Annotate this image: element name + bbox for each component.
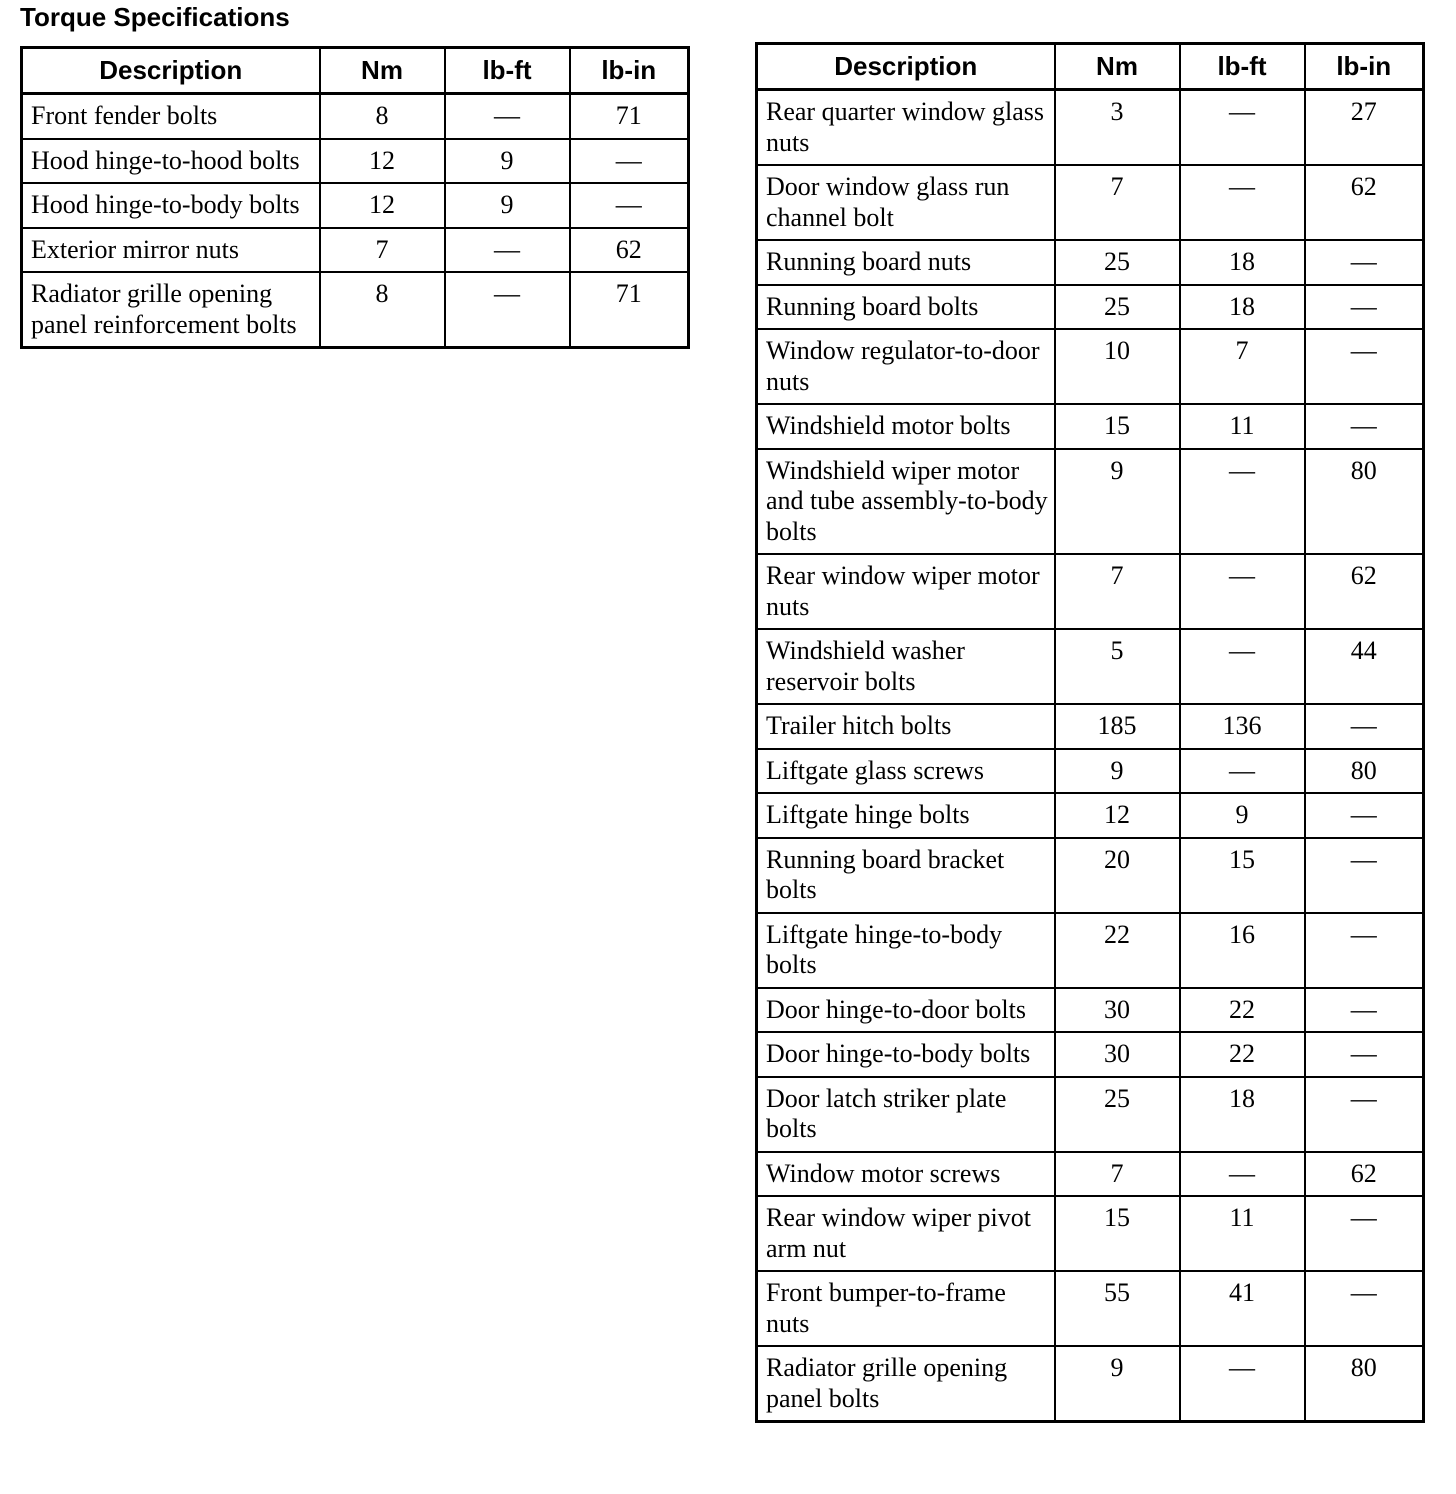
table-row (757, 704, 1424, 749)
cell-lbft: 22 (1180, 1032, 1305, 1077)
cell-description: Rear window wiper pivot arm nut (757, 1196, 1055, 1271)
cell-lbft: — (445, 272, 570, 348)
cell-description: Running board bracket bolts (757, 838, 1055, 913)
cell-lbft: — (1180, 449, 1305, 555)
cell-lbin: — (1305, 1196, 1424, 1271)
cell-lbft: 18 (1180, 1077, 1305, 1152)
cell-lbft: 15 (1180, 838, 1305, 913)
cell-nm: 10 (1055, 329, 1180, 404)
cell-lbin: — (1305, 913, 1424, 988)
cell-lbin: 27 (1305, 90, 1424, 166)
column-header-nm: Nm (1055, 44, 1180, 90)
cell-nm: 7 (1055, 1152, 1180, 1197)
table-row (757, 90, 1424, 166)
cell-description: Windshield motor bolts (757, 404, 1055, 449)
cell-lbft: — (1180, 90, 1305, 166)
cell-lbin: — (1305, 704, 1424, 749)
cell-nm: 7 (1055, 165, 1180, 240)
table-row (757, 1196, 1424, 1271)
cell-nm: 7 (1055, 554, 1180, 629)
cell-nm: 30 (1055, 988, 1180, 1033)
cell-description: Door hinge-to-door bolts (757, 988, 1055, 1033)
cell-nm: 25 (1055, 1077, 1180, 1152)
cell-lbin: — (1305, 793, 1424, 838)
cell-nm: 22 (1055, 913, 1180, 988)
cell-lbft: 11 (1180, 404, 1305, 449)
cell-lbft: 11 (1180, 1196, 1305, 1271)
cell-lbft: — (1180, 629, 1305, 704)
cell-nm: 9 (1055, 449, 1180, 555)
cell-lbin: 71 (570, 272, 689, 348)
cell-nm: 12 (1055, 793, 1180, 838)
table-row (757, 749, 1424, 794)
cell-lbin: — (1305, 1032, 1424, 1077)
cell-nm: 12 (320, 183, 445, 228)
cell-lbin: — (1305, 1077, 1424, 1152)
cell-lbft: 18 (1180, 240, 1305, 285)
cell-lbin: — (570, 139, 689, 184)
cell-description: Front fender bolts (22, 94, 320, 139)
cell-lbft: 9 (1180, 793, 1305, 838)
table-row (22, 272, 689, 348)
cell-nm: 20 (1055, 838, 1180, 913)
cell-lbft: — (1180, 554, 1305, 629)
table-row (757, 554, 1424, 629)
cell-lbin: — (1305, 988, 1424, 1033)
header-row (757, 44, 1424, 90)
cell-lbin: — (1305, 285, 1424, 330)
table-row (757, 1152, 1424, 1197)
table-row (22, 183, 689, 228)
torque-table-left (20, 46, 690, 349)
column-header-description: Description (22, 48, 320, 94)
cell-description: Door hinge-to-body bolts (757, 1032, 1055, 1077)
cell-description: Rear window wiper motor nuts (757, 554, 1055, 629)
cell-nm: 8 (320, 272, 445, 348)
cell-description: Door window glass run channel bolt (757, 165, 1055, 240)
column-header-lbin: lb-in (1305, 44, 1424, 90)
column-header-lbft: lb-ft (445, 48, 570, 94)
cell-lbin: 62 (1305, 554, 1424, 629)
table-row (757, 449, 1424, 555)
cell-lbft: 41 (1180, 1271, 1305, 1346)
table-row (22, 139, 689, 184)
cell-lbft: 18 (1180, 285, 1305, 330)
column-header-description: Description (757, 44, 1055, 90)
cell-description: Front bumper-to-frame nuts (757, 1271, 1055, 1346)
cell-description: Running board nuts (757, 240, 1055, 285)
table-row (757, 629, 1424, 704)
cell-nm: 9 (1055, 749, 1180, 794)
cell-lbin: — (1305, 240, 1424, 285)
cell-lbin: 71 (570, 94, 689, 139)
cell-description: Windshield wiper motor and tube assembly-to-body bolts (757, 449, 1055, 555)
table-row (757, 913, 1424, 988)
cell-description: Running board bolts (757, 285, 1055, 330)
cell-nm: 15 (1055, 404, 1180, 449)
table-row (757, 404, 1424, 449)
cell-description: Radiator grille opening panel reinforcement bolts (22, 272, 320, 348)
cell-description: Radiator grille opening panel bolts (757, 1346, 1055, 1422)
cell-description: Windshield washer reservoir bolts (757, 629, 1055, 704)
cell-description: Window motor screws (757, 1152, 1055, 1197)
column-header-nm: Nm (320, 48, 445, 94)
cell-lbin: — (1305, 404, 1424, 449)
table-row (757, 165, 1424, 240)
cell-nm: 12 (320, 139, 445, 184)
table-row (757, 1271, 1424, 1346)
cell-lbin: — (570, 183, 689, 228)
cell-lbin: — (1305, 838, 1424, 913)
table-row (22, 228, 689, 273)
cell-lbft: — (1180, 1152, 1305, 1197)
table-row (757, 988, 1424, 1033)
table-row (757, 1077, 1424, 1152)
cell-nm: 9 (1055, 1346, 1180, 1422)
cell-lbft: — (1180, 749, 1305, 794)
cell-nm: 55 (1055, 1271, 1180, 1346)
cell-lbin: 62 (1305, 1152, 1424, 1197)
cell-lbin: — (1305, 1271, 1424, 1346)
cell-lbft: — (1180, 165, 1305, 240)
table-row (22, 94, 689, 139)
table-header (22, 48, 689, 94)
cell-description: Hood hinge-to-hood bolts (22, 139, 320, 184)
table-row (757, 1032, 1424, 1077)
cell-description: Liftgate glass screws (757, 749, 1055, 794)
cell-nm: 15 (1055, 1196, 1180, 1271)
cell-description: Trailer hitch bolts (757, 704, 1055, 749)
cell-lbin: 62 (570, 228, 689, 273)
torque-table-right (755, 42, 1425, 1423)
cell-lbft: 136 (1180, 704, 1305, 749)
cell-description: Liftgate hinge-to-body bolts (757, 913, 1055, 988)
table-row (757, 1346, 1424, 1422)
cell-lbin: 80 (1305, 749, 1424, 794)
table-row (757, 838, 1424, 913)
cell-lbft: 9 (445, 183, 570, 228)
cell-lbft: — (1180, 1346, 1305, 1422)
column-header-lbft: lb-ft (1180, 44, 1305, 90)
cell-nm: 5 (1055, 629, 1180, 704)
cell-nm: 30 (1055, 1032, 1180, 1077)
cell-nm: 185 (1055, 704, 1180, 749)
cell-description: Hood hinge-to-body bolts (22, 183, 320, 228)
cell-lbft: — (445, 228, 570, 273)
cell-lbft: — (445, 94, 570, 139)
cell-nm: 7 (320, 228, 445, 273)
cell-description: Window regulator-to-door nuts (757, 329, 1055, 404)
cell-lbin: 44 (1305, 629, 1424, 704)
table-row (757, 793, 1424, 838)
cell-nm: 25 (1055, 240, 1180, 285)
cell-nm: 8 (320, 94, 445, 139)
cell-lbft: 16 (1180, 913, 1305, 988)
cell-description: Exterior mirror nuts (22, 228, 320, 273)
table-header (757, 44, 1424, 90)
cell-nm: 25 (1055, 285, 1180, 330)
header-row (22, 48, 689, 94)
cell-lbin: 80 (1305, 449, 1424, 555)
cell-lbft: 22 (1180, 988, 1305, 1033)
table-row (757, 240, 1424, 285)
table-row (757, 285, 1424, 330)
table-body (757, 90, 1424, 1422)
cell-nm: 3 (1055, 90, 1180, 166)
column-header-lbin: lb-in (570, 48, 689, 94)
cell-lbin: 80 (1305, 1346, 1424, 1422)
cell-lbin: — (1305, 329, 1424, 404)
cell-description: Rear quarter window glass nuts (757, 90, 1055, 166)
page-title: Torque Specifications (20, 2, 290, 32)
table-body (22, 94, 689, 348)
cell-lbin: 62 (1305, 165, 1424, 240)
cell-lbft: 9 (445, 139, 570, 184)
cell-description: Liftgate hinge bolts (757, 793, 1055, 838)
cell-description: Door latch striker plate bolts (757, 1077, 1055, 1152)
table-row (757, 329, 1424, 404)
cell-lbft: 7 (1180, 329, 1305, 404)
